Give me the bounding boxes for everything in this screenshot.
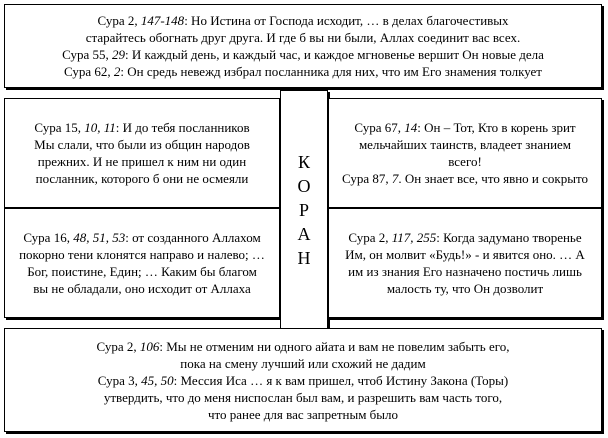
bottom-line-2: пока на смену лучший или схожий не дадим [180, 355, 426, 371]
bottom-line-5: что ранее для вас запретным было [207, 406, 399, 422]
top-line-1: Сура 2, 147-148: Но Истина от Господа исходит, … в делах благочестивых [97, 13, 509, 28]
koran-letter: Р [298, 200, 309, 220]
bottom-line-4: утвердить, что до меня ниспослан был вам, и разрешить вам часть того, [103, 389, 503, 405]
koran-letter: Н [297, 248, 311, 268]
right-top-text-2: Сура 87, 7. Он знает все, что явно и сокрыто [342, 171, 588, 186]
bottom-line-1: Сура 2, 106: Мы не отменим ни одного айата и вам не повелим забыть его, [96, 338, 510, 354]
bottom-line-3: Сура 3, 45, 50: Мессия Иса … я к вам пришел, чтоб Истину Закона (Торы) [97, 372, 509, 388]
right-bottom-quote-box [328, 208, 602, 318]
koran-center-box [280, 90, 328, 330]
top-line-3: Сура 55, 29: И каждый день, и каждый час, и каждое мгновенье вершит Он новые дела [62, 47, 544, 62]
koran-letter: О [297, 176, 311, 196]
right-top-quote-box [328, 98, 602, 208]
koran-letter: К [297, 152, 310, 172]
bottom-quote-box [4, 328, 602, 432]
top-line-2: старайтесь обогнать друг друга. И где б вы ни были, Аллах соединит вас всех. [85, 30, 521, 45]
koran-letter: А [297, 224, 311, 244]
right-top-text-1: Сура 67, 14: Он – Тот, Кто в корень зрит мельчайших таинств, владеет знанием всего! [354, 120, 576, 169]
right-bottom-text: Сура 2, 117, 255: Когда задумано творенье Им, он молвит «Будь!» - и явится оно. … А им из знания Его назначено постичь лишь малость ту, что Он дозволит [345, 230, 585, 296]
left-bottom-text: Сура 16, 48, 51, 53: от созданного Аллахом покорно тени клонятся направо и налево; … Бог, поистине, Един; … Каким бы благом вы не обладали, оно исходит от Аллаха [19, 230, 265, 296]
left-top-text: Сура 15, 10, 11: И до тебя посланников Мы слали, что были из общин народов прежних. И не пришел к ним ни один посланник, которого б они не осмеяли [34, 120, 250, 186]
left-top-quote-box [4, 98, 280, 208]
top-quote-box [4, 4, 602, 88]
top-line-4: Сура 62, 2: Он средь невежд избрал посланника для них, что им Его знамения толкует [64, 64, 542, 79]
left-bottom-quote-box [4, 208, 280, 318]
